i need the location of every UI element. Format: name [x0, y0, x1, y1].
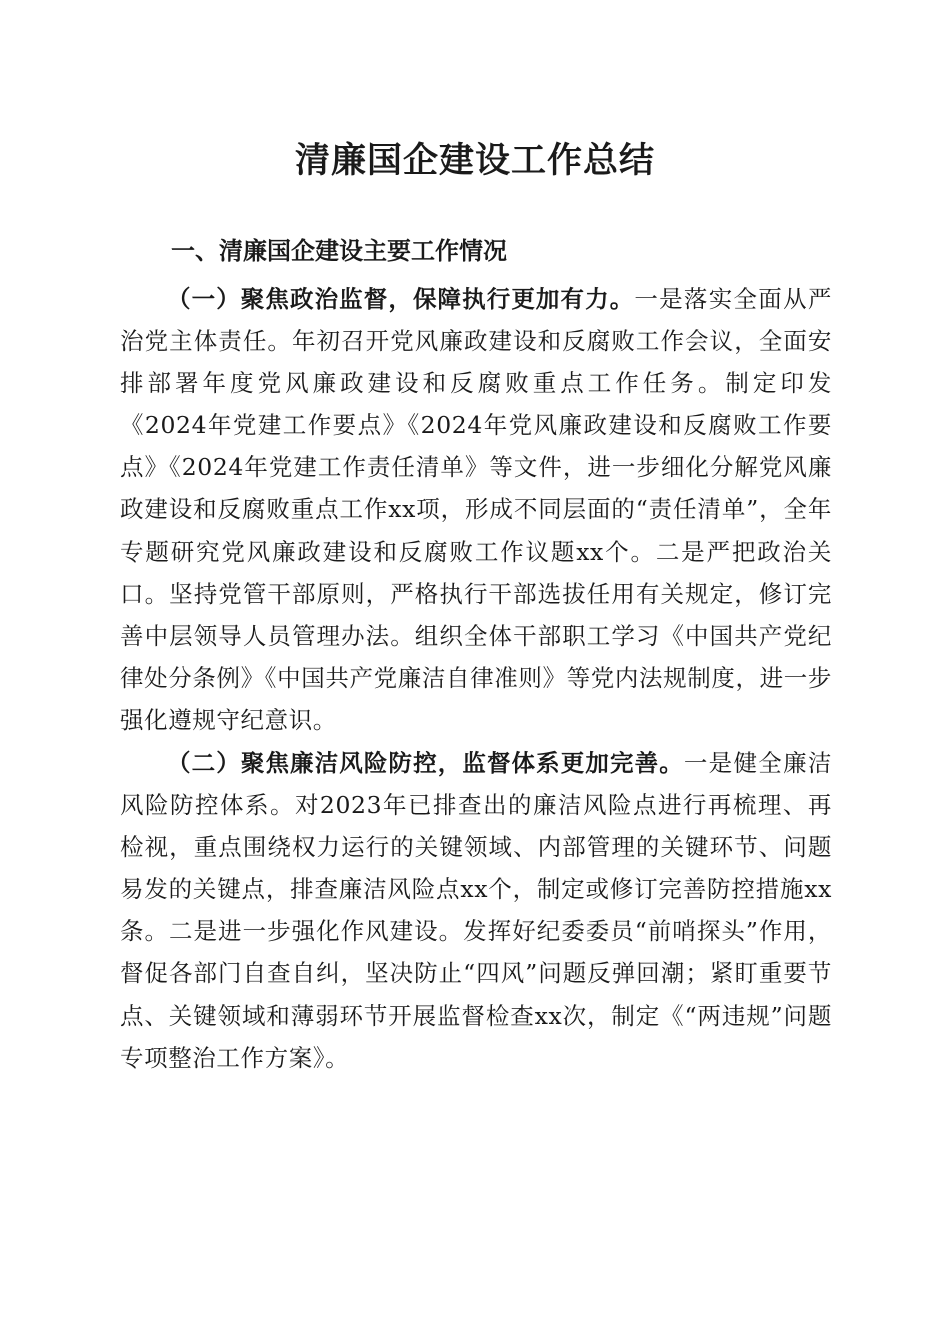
paragraph-2-lead: （二）聚焦廉洁风险防控，监督体系更加完善。 — [167, 749, 684, 777]
paragraph-1-body: 一是落实全面从严治党主体责任。年初召开党风廉政建设和反腐败工作会议，全面安排部署年度党风廉政建设和反腐败重点工作任务。制定印发《2024年党建工作要点》《2024年党风廉政建设和反腐败工作要点》《2024年党建工作责任清单》等文件，进一步细化分解党风廉政建设和反腐败重点工作xx项，形成不同层面的“责任清单”，全年专题研究党风廉政建设和反腐败工作议题xx个。二是严把政治关口。坚持党管干部原则，严格执行干部选拔任用有关规定，修订完善中层领导人员管理办法。组织全体干部职工学习《中国共产党纪律处分条例》《中国共产党廉洁自律准则》等党内法规制度，进一步强化遵规守纪意识。 — [120, 285, 832, 734]
paragraph-1 — [120, 278, 832, 741]
document-title: 清廉国企建设工作总结 — [294, 140, 655, 181]
paragraph-2-body: 一是健全廉洁风险防控体系。对2023年已排查出的廉洁风险点进行再梳理、再检视，重点围绕权力运行的关键领域、内部管理的关键环节、问题易发的关键点，排查廉洁风险点xx个，制定或修订完善防控措施xx条。二是进一步强化作风建设。发挥好纪委委员“前哨探头”作用，督促各部门自查自纠，坚决防止“四风”问题反弹回潮；紧盯重要节点、关键领域和薄弱环节开展监督检查xx次，制定《“两违规”问题专项整治工作方案》。 — [120, 749, 832, 1072]
paragraph-1-lead: （一）聚焦政治监督，保障执行更加有力。 — [167, 285, 635, 313]
section-heading: 一、清廉国企建设主要工作情况 — [171, 237, 507, 265]
paragraph-2 — [120, 742, 832, 1079]
